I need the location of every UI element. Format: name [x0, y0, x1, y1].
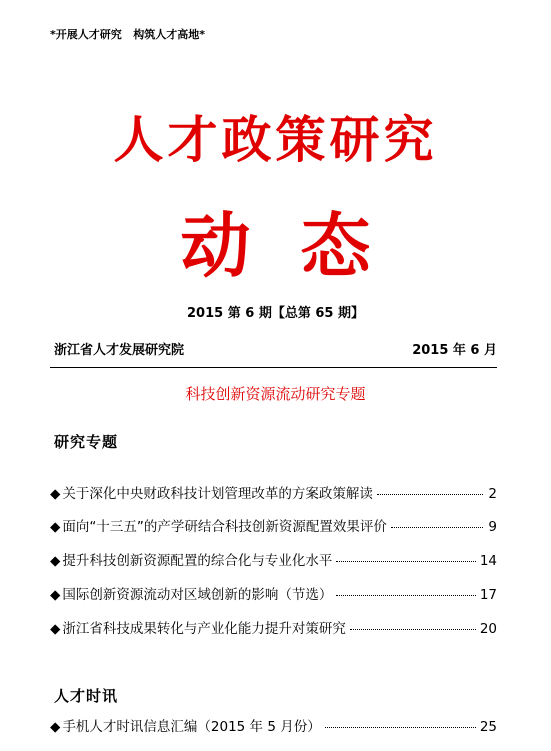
header-tagline: *开展人才研究 构筑人才高地* — [50, 28, 205, 41]
toc-item-title: 手机人才时讯信息汇编（2015 年 5 月份） — [62, 719, 321, 735]
dot-leader — [350, 629, 476, 630]
diamond-bullet-icon: ◆ — [50, 719, 61, 735]
toc-item-page: 25 — [479, 719, 497, 735]
toc-item-page: 9 — [488, 519, 497, 535]
dot-leader — [336, 561, 475, 562]
masthead-subtitle: 动态 — [180, 204, 421, 287]
dot-leader — [336, 595, 475, 596]
organization-name: 浙江省人才发展研究院 — [54, 343, 185, 358]
toc-item-title: 浙江省科技成果转化与产业化能力提升对策研究 — [62, 621, 346, 637]
toc-item[interactable] — [50, 515, 497, 535]
toc-item[interactable] — [50, 549, 497, 569]
toc-item[interactable] — [50, 715, 497, 735]
section-title-talent-news: 人才时讯 — [54, 687, 119, 705]
toc-item-title: 面向“十三五”的产学研结合科技创新资源配置效果评价 — [62, 519, 387, 535]
toc-item[interactable] — [50, 617, 497, 637]
issue-number: 2015 第 6 期【总第 65 期】 — [187, 306, 364, 321]
toc-item-title: 国际创新资源流动对区域创新的影响（节选） — [62, 587, 333, 603]
toc-item-title: 提升科技创新资源配置的综合化与专业化水平 — [62, 553, 333, 569]
diamond-bullet-icon: ◆ — [50, 486, 61, 502]
masthead-title: 人才政策研究 — [113, 110, 438, 169]
diamond-bullet-icon: ◆ — [50, 587, 61, 603]
dot-leader — [377, 494, 483, 495]
diamond-bullet-icon: ◆ — [50, 519, 61, 535]
dot-leader — [391, 527, 483, 528]
issue-theme: 科技创新资源流动研究专题 — [185, 385, 366, 403]
dot-leader — [325, 727, 476, 728]
toc-item[interactable] — [50, 583, 497, 603]
header-divider — [50, 367, 497, 368]
issue-date: 2015 年 6 月 — [412, 343, 497, 358]
toc-item-page: 17 — [479, 587, 497, 603]
diamond-bullet-icon: ◆ — [50, 553, 61, 569]
section-title-research: 研究专题 — [54, 433, 119, 451]
toc-item-title: 关于深化中央财政科技计划管理改革的方案政策解读 — [62, 486, 373, 502]
toc-item-page: 20 — [479, 621, 497, 637]
toc-item-page: 2 — [488, 486, 497, 502]
toc-item-page: 14 — [479, 553, 497, 569]
toc-item[interactable] — [50, 482, 497, 502]
diamond-bullet-icon: ◆ — [50, 621, 61, 637]
